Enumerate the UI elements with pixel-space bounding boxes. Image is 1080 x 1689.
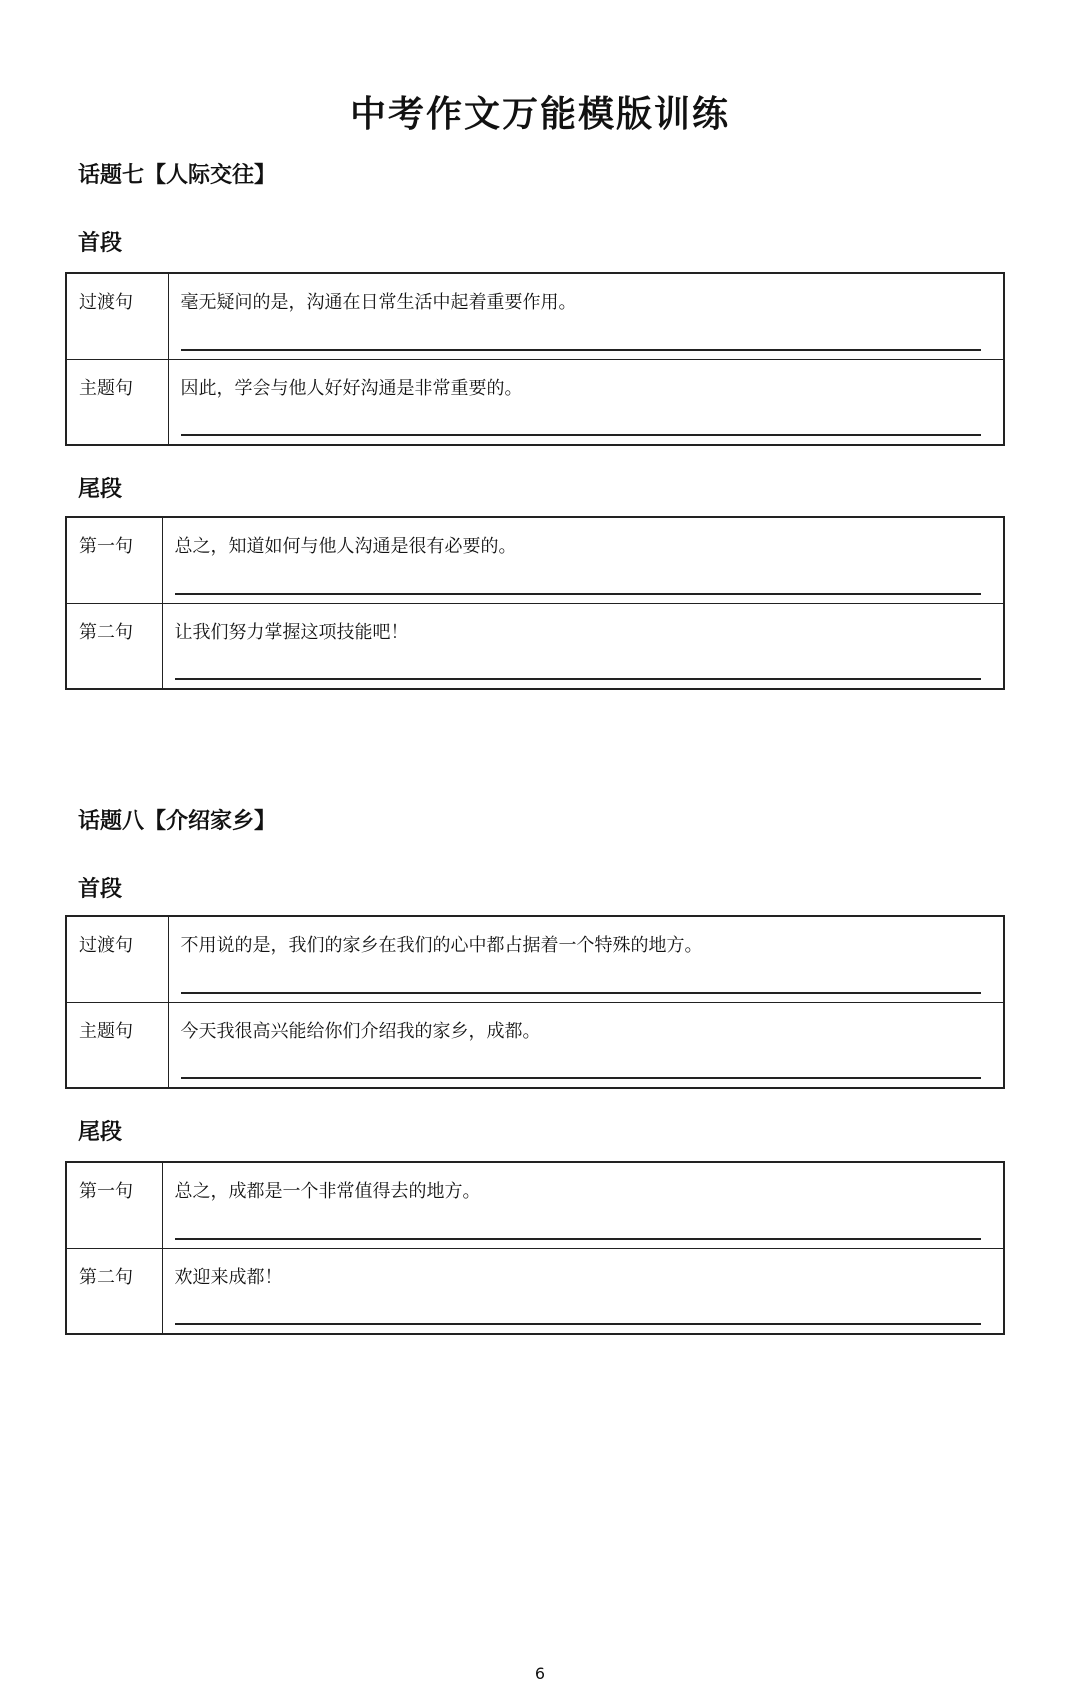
table-row [66, 916, 1004, 1002]
table-row [66, 359, 1004, 445]
answer-line[interactable] [175, 593, 982, 595]
sentence-text: 不用说的是，我们的家乡在我们的心中都占据着一个特殊的地方。 [180, 935, 703, 956]
sentence-cell[interactable] [162, 603, 1004, 689]
row-label: 主题句 [66, 1002, 168, 1088]
answer-line[interactable] [181, 434, 982, 436]
sentence-text: 总之，成都是一个非常值得去的地方。 [174, 1181, 481, 1202]
table-row [66, 1162, 1004, 1248]
opening-table [65, 272, 1005, 446]
opening-label: 首段 [78, 230, 123, 256]
sentence-text: 毫无疑问的是，沟通在日常生活中起着重要作用。 [180, 292, 577, 313]
row-label: 第一句 [66, 1162, 162, 1248]
table-row [66, 1248, 1004, 1334]
sentence-cell[interactable] [168, 359, 1004, 445]
closing-table [65, 1161, 1005, 1335]
opening-label: 首段 [78, 876, 123, 902]
row-label: 主题句 [66, 359, 168, 445]
sentence-text: 总之，知道如何与他人沟通是很有必要的。 [174, 536, 517, 557]
topic-heading: 话题七【人际交往】 [78, 162, 277, 188]
page-title: 中考作文万能模版训练 [349, 93, 730, 135]
table-row [66, 273, 1004, 359]
table-row [66, 603, 1004, 689]
answer-line[interactable] [181, 349, 982, 351]
closing-table [65, 516, 1005, 690]
page-number: 6 [534, 1664, 546, 1683]
row-label: 第二句 [66, 603, 162, 689]
sentence-cell[interactable] [162, 1162, 1004, 1248]
answer-line[interactable] [175, 1238, 982, 1240]
closing-label: 尾段 [78, 476, 123, 502]
opening-table [65, 915, 1005, 1089]
row-label: 第一句 [66, 517, 162, 603]
sentence-cell[interactable] [168, 273, 1004, 359]
row-label: 过渡句 [66, 916, 168, 1002]
topic-heading: 话题八【介绍家乡】 [78, 808, 277, 834]
sentence-text: 欢迎来成都！ [174, 1266, 283, 1288]
answer-line[interactable] [181, 992, 982, 994]
row-label: 过渡句 [66, 273, 168, 359]
table-row [66, 517, 1004, 603]
sentence-cell[interactable] [168, 1002, 1004, 1088]
answer-line[interactable] [181, 1077, 982, 1079]
sentence-text: 今天我很高兴能给你们介绍我的家乡，成都。 [180, 1020, 541, 1042]
row-label: 第二句 [66, 1248, 162, 1334]
table-row [66, 1002, 1004, 1088]
sentence-cell[interactable] [162, 1248, 1004, 1334]
answer-line[interactable] [175, 678, 982, 680]
sentence-cell[interactable] [162, 517, 1004, 603]
closing-label: 尾段 [78, 1119, 123, 1145]
sentence-text: 因此，学会与他人好好沟通是非常重要的。 [180, 377, 523, 399]
sentence-cell[interactable] [168, 916, 1004, 1002]
answer-line[interactable] [175, 1323, 982, 1325]
sentence-text: 让我们努力掌握这项技能吧！ [174, 621, 409, 643]
